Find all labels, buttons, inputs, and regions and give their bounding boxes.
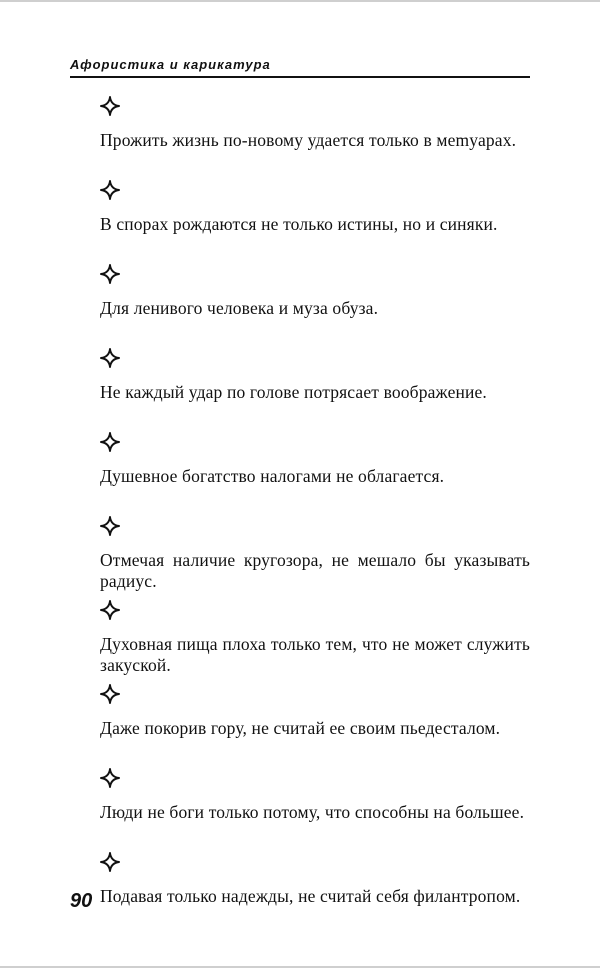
four-point-star-icon — [100, 96, 120, 116]
aphorism-entry — [100, 516, 530, 600]
four-point-star-icon — [100, 180, 120, 200]
aphorism-entry — [100, 600, 530, 684]
four-point-star-icon — [100, 348, 120, 368]
aphorism-entry — [100, 852, 530, 936]
running-head-rule — [70, 76, 530, 78]
running-head-title: Афористика и карикатура — [70, 57, 271, 72]
aphorism-entry — [100, 96, 530, 180]
aphorism-text: Даже покорив гору, не считай ее своим пьедесталом. — [100, 718, 501, 738]
four-point-star-icon — [100, 684, 120, 704]
aphorism-entry — [100, 264, 530, 348]
scan-top-edge — [0, 0, 600, 2]
four-point-star-icon — [100, 516, 120, 536]
four-point-star-icon — [100, 768, 120, 788]
aphorism-entry — [100, 348, 530, 432]
aphorism-text: Не каждый удар по голове потрясает воображение. — [100, 382, 487, 402]
four-point-star-icon — [100, 600, 120, 620]
four-point-star-icon — [100, 264, 120, 284]
page-number: 90 — [70, 890, 93, 912]
aphorism-text: Душевное богатство налогами не облагается. — [100, 466, 445, 486]
aphorism-text: Для ленивого человека и муза обуза. — [100, 298, 379, 318]
aphorism-entry — [100, 432, 530, 516]
aphorism-text: Духовная пища плоха только тем, что не может служить закуской. — [100, 634, 530, 675]
four-point-star-icon — [100, 852, 120, 872]
aphorism-text: В спорах рождаются не только истины, но и синяки. — [100, 214, 498, 234]
aphorism-text: Люди не боги только потому, что способны на большее. — [100, 802, 525, 822]
aphorism-text: Подавая только надежды, не считай себя филантропом. — [100, 886, 521, 906]
scan-bottom-edge — [0, 966, 600, 968]
aphorism-text: Отмечая наличие кругозора, не мешало бы указывать радиус. — [100, 550, 530, 591]
aphorism-entry — [100, 684, 530, 768]
aphorism-text: Прожить жизнь по-новому удается только в меmуарах. — [100, 130, 517, 150]
aphorism-entry — [100, 768, 530, 852]
aphorism-list — [100, 96, 530, 936]
aphorism-entry — [100, 180, 530, 264]
four-point-star-icon — [100, 432, 120, 452]
